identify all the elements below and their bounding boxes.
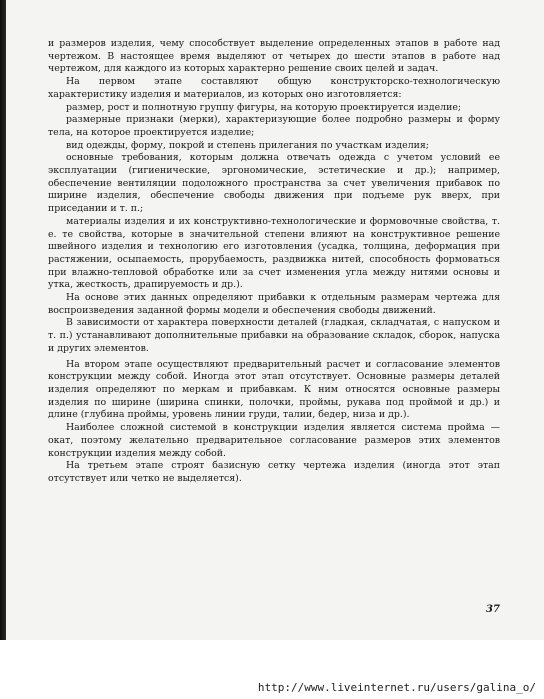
paragraph-7: материалы изделия и их конструктивно-технологические и формовочные свойства, т. е. те свойства, которые в значительной степени влияют на конструктивное решение швейного изделия и технологию его изготовления (усадка, толщина, деформация при растяжении, осыпаемость, прорубаемость, раздвижка нитей, способность формоваться при влажно-тепловой обработке или за счет изменения угла между нитями основы и утка, жесткость, драпируемость и др.).	[48, 215, 500, 291]
paragraph-4: размерные признаки (мерки), характеризующие более подробно размеры и форму тела, на которое проектируется изделие;	[48, 114, 500, 138]
paragraph-9: В зависимости от характера поверхности деталей (гладкая, складчатая, с напуском и т. п.) устанавливают дополнительные прибавки на образование складок, сборок, напуска и других элементов.	[48, 317, 500, 354]
body-text	[48, 38, 500, 486]
book-spine-shadow	[0, 0, 6, 645]
source-watermark: http://www.liveinternet.ru/users/galina_o/	[257, 681, 536, 694]
page-number: 37	[486, 604, 500, 615]
paragraph-11: Наиболее сложной системой в конструкции изделия является система пройма — окат, поэтому желательно предварительное согласование размеров этих элементов конструкции изделия между собой.	[48, 422, 500, 459]
paragraph-2: На первом этапе составляют общую конструкторско-технологическую характеристику изделия и материалов, из которых оно изготовляется:	[48, 76, 500, 100]
paragraph-6: основные требования, которым должна отвечать одежда с учетом условий ее эксплуатации (гигиенические, эргономические, эстетические и др.); например, обеспечение вентиляции подоложного пространства за счет увеличения прибавок по ширине изделия, обеспечение свободы движения при подъеме рук вверх, при приседании и т. п.;	[48, 152, 500, 215]
paragraph-12: На третьем этапе строят базисную сетку чертежа изделия (иногда этот этап отсутствует или четко не выделяется).	[48, 460, 500, 484]
paragraph-5: вид одежды, форму, покрой и степень прилегания по участкам изделия;	[66, 139, 429, 151]
paragraph-3: размер, рост и полнотную группу фигуры, на которую проектируется изделие;	[66, 101, 462, 113]
paragraph-1: и размеров изделия, чему способствует выделение определенных этапов в работе над чертежом. В настоящее время выделяют от четырех до шести этапов в работе над чертежом, для каждого из которых характерно решение своих целей и задач.	[48, 38, 500, 75]
paragraph-10: На втором этапе осуществляют предварительный расчет и согласование элементов конструкции между собой. Иногда этот этап отсутствует. Основные размеры деталей изделия определяют по меркам и прибавкам. К ним относятся основные размеры изделия по ширине (ширина спинки, полочки, проймы, рукава под проймой и др.) и длине (глубина проймы, уровень линии груди, талии, бедер, низа и др.).	[48, 358, 500, 421]
paragraph-8: На основе этих данных определяют прибавки к отдельным размерам чертежа для воспроизведения заданной формы модели и обеспечения свободы движений.	[48, 292, 500, 316]
